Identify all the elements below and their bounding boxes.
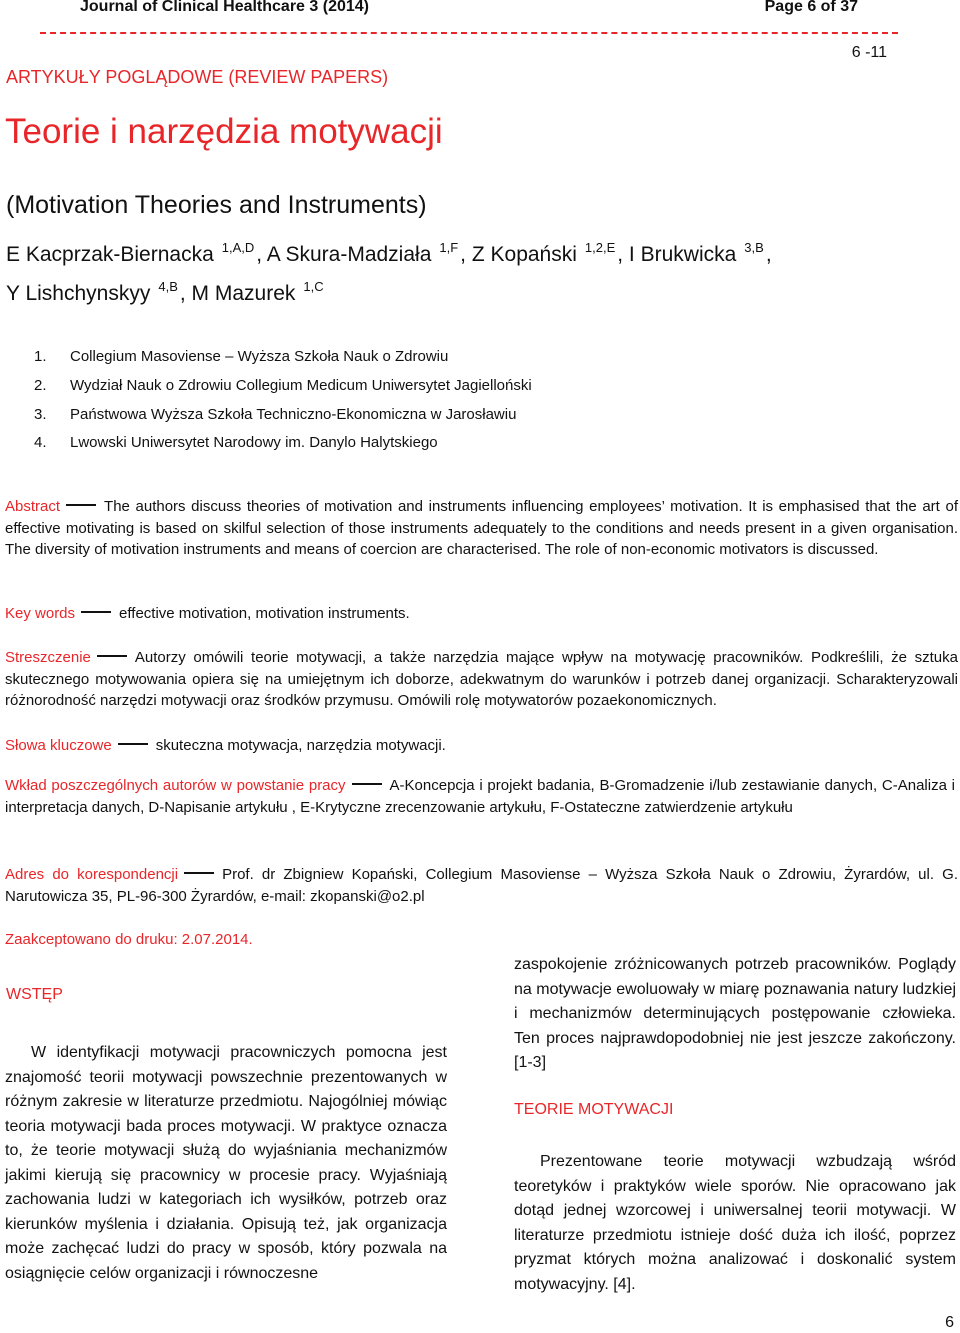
label-dash bbox=[352, 783, 382, 785]
accepted-date: Zaakceptowano do druku: 2.07.2014. bbox=[5, 931, 253, 948]
author-name: , Z Kopański bbox=[460, 243, 577, 266]
streszczenie-block bbox=[5, 647, 958, 712]
affiliations-list bbox=[34, 343, 532, 458]
label-dash bbox=[81, 611, 111, 613]
adres-label: Adres do korespondencji bbox=[5, 866, 179, 883]
affiliation-item: 2. Wydział Nauk o Zdrowiu Collegium Medicum Uniwersytet Jagielloński bbox=[34, 376, 532, 394]
label-dash bbox=[184, 872, 214, 874]
author-affil: 1,F bbox=[439, 240, 459, 255]
slowa-label: Słowa kluczowe bbox=[5, 737, 112, 754]
streszczenie-text: Autorzy omówili teorie motywacji, a także narzędzia mające wpływ na motywację pracowników. Podkreślili, że sztuka skutecznego motywowania opiera się na umiejętnym ich doborze, adekwatnym do warunków i potrzeb danej organizacji. Scharakteryzowali różnorodność narzędzi motywacji oraz środków przymusu. Omówili rolę motywatorów pozaekonomicznych. bbox=[5, 649, 958, 710]
streszczenie-label: Streszczenie bbox=[5, 649, 91, 666]
keywords-text: effective motivation, motivation instruments. bbox=[119, 605, 410, 622]
author-name: , A Skura-Madziała bbox=[256, 243, 432, 266]
article-subtitle: (Motivation Theories and Instruments) bbox=[6, 191, 427, 219]
section-category: ARTYKUŁY POGLĄDOWE (REVIEW PAPERS) bbox=[6, 67, 389, 87]
author-affil: 3,B bbox=[744, 240, 764, 255]
author-affil: 1,A,D bbox=[221, 240, 255, 255]
paragraph: zaspokojenie zróżnicowanych potrzeb pracowników. Poglądy na motywacje ewoluowały w miarę poznawania natury ludzkiej i mechanizmów determinujących postępowanie człowieka. Ten proces najprawdopodobniej nie jest jeszcze zakończony. [1-3] bbox=[514, 956, 956, 1071]
author-name: , I Brukwicka bbox=[617, 243, 737, 266]
paragraph: W identyfikacji motywacji pracowniczych pomocna jest znajomość teorii motywacji powszechnie prezentowanych w różnym zakresie w literaturze przedmiotu. Najogólniej mówiąc teoria motywacji bada proces motywacji. W praktyce oznacza to, że teorie motywacji służą do wyjaśniania mechanizmów jakimi kierują się pracownicy w procesie pracy. Wyjaśniają zachowania ludzi w kategoriach ich wysiłków, potrzeb oraz kierunków myślenia i działania. Opisują też, jak organizacja może zachęcać ludzi do pracy w sposób, który pozwala na osiągnięcie celów organizacji i równoczesne bbox=[5, 1044, 447, 1282]
abstract-label: Abstract bbox=[5, 498, 61, 515]
authors-line-2 bbox=[6, 279, 326, 306]
slowa-kluczowe-block bbox=[5, 735, 958, 757]
affiliation-item: 1. Collegium Masoviense – Wyższa Szkoła Nauk o Zdrowiu bbox=[34, 348, 449, 365]
abstract-text: The authors discuss theories of motivation and instruments influencing employees’ motivation. It is emphasised that the art of effective motivating is based on skilful selection of those instruments adequately to the conditions and needs present in a given organisation. The diversity of motivation instruments and means of coercion are characterised. The role of non-economic motivators is discussed. bbox=[5, 498, 958, 559]
paragraph: Prezentowane teorie motywacji wzbudzają wśród teoretyków i praktyków wiele sporów. Nie opracowano jak dotąd jednej wzorcowej i uniwersalnej teorii motywacji. W literaturze przedmiotu istnieje dość duża ich ilość, poprzez pryzmat których można analizować i doskonalić system motywacyjny. [4]. bbox=[514, 1153, 956, 1293]
pages-range: 6 -11 bbox=[851, 44, 887, 61]
label-dash bbox=[97, 655, 127, 657]
affiliation-item: 4. Lwowski Uniwersytet Narodowy im. Danylo Halytskiego bbox=[34, 434, 438, 452]
journal-header: Journal of Clinical Healthcare 3 (2014) bbox=[80, 0, 369, 15]
keywords-label: Key words bbox=[5, 605, 76, 622]
affiliation-item: 3. Państwowa Wyższa Szkoła Techniczno-Ekonomiczna w Jarosławiu bbox=[34, 405, 517, 423]
author-affil: 1,C bbox=[303, 279, 324, 294]
keywords-block bbox=[5, 603, 958, 625]
author-affil: 4,B bbox=[158, 279, 178, 294]
header-divider bbox=[40, 32, 898, 34]
adres-text: Prof. dr Zbigniew Kopański, Collegium Masoviense – Wyższa Szkoła Nauk o Zdrowiu, Żyrardów, ul. G. Narutowicza 35, PL-96-300 Żyrardów, e-mail: zkopanski@o2.pl bbox=[5, 866, 958, 905]
author-name: , M Mazurek bbox=[179, 282, 296, 305]
right-column-text bbox=[514, 953, 956, 1076]
label-dash bbox=[66, 504, 96, 506]
author-affil: 1,2,E bbox=[584, 240, 616, 255]
article-title: Teorie i narzędzia motywacji bbox=[5, 112, 443, 151]
abstract-block bbox=[5, 496, 958, 561]
page-indicator: Page 6 of 37 bbox=[764, 0, 858, 15]
page-number: 6 bbox=[945, 1314, 954, 1331]
wklad-text: A-Koncepcja i projekt badania, B-Gromadzenie i/lub zestawianie danych, C-Analiza i interpretacja danych, D-Napisanie artykułu , E-Krytyczne zrecenzowanie artykułu, F-Ostateczne zatwierdzenie artykułu bbox=[5, 777, 955, 816]
section-heading-teorie: TEORIE MOTYWACJI bbox=[514, 1101, 674, 1118]
right-column-text-2 bbox=[514, 1150, 956, 1297]
section-heading-wstep: WSTĘP bbox=[6, 986, 63, 1003]
label-dash bbox=[118, 743, 148, 745]
author-name: E Kacprzak-Biernacka bbox=[6, 243, 214, 266]
slowa-text: skuteczna motywacja, narzędzia motywacji. bbox=[155, 737, 446, 754]
wklad-label: Wkład poszczególnych autorów w powstanie pracy bbox=[5, 777, 346, 794]
author-contribution-block bbox=[5, 775, 955, 818]
author-separator: , bbox=[765, 243, 772, 266]
author-name: Y Lishchynskyy bbox=[6, 282, 151, 305]
correspondence-block bbox=[5, 864, 958, 907]
authors-line-1 bbox=[6, 240, 772, 267]
left-column-text bbox=[5, 1041, 447, 1286]
